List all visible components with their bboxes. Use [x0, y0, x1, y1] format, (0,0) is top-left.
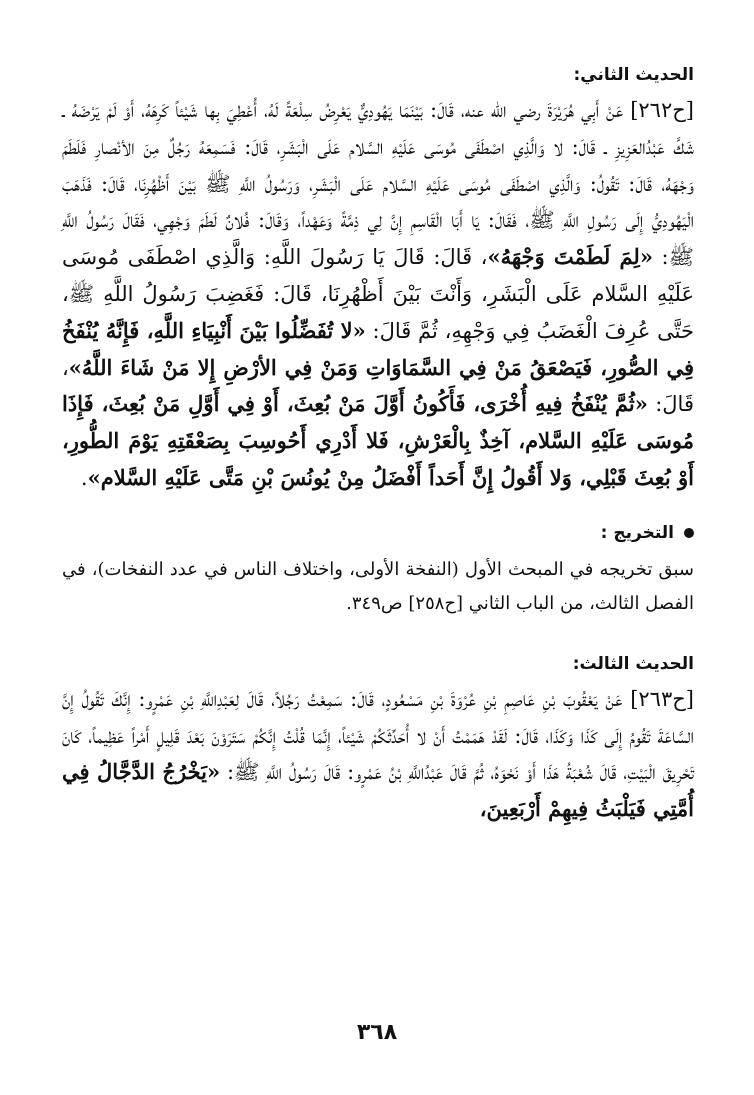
- hadith-2-text: [62, 92, 694, 497]
- page-content: [62, 62, 694, 828]
- hadith-body: عَنْ أَبِي هُرَيْرَةَ رضي الله عنه، قَالَ: بَيْنَمَا يَهُودِيٌّ يَعْرِضُ سِلْعَةً لَهُ، أُعْطِيَ بِها شَيْئاً كَرِهَهُ، أَوْ لَمْ يَرْضَهُ ـ شَكَّ عَبْدُالعَزِيزِ ـ قَالَ: لا وَالَّذِي اصْطَفَى مُوسَى عَلَيْهِ السَّلام عَلَى الْبَشَرِ، قَالَ: فَسَمِعَهُ رَجُلٌ مِنَ الأنْصارِ فَلَطَمَ وَجْهَهُ، قَالَ: تَقُولُ: وَالَّذِي اصْطَفَى مُوسَى عَلَيْهِ السَّلام عَلَى الْبَشَرِ، وَرَسُولُ اللَّهِ ﷺ بَيْنَ أَظْهُرِنَا، قَالَ: فَذَهَبَ الْيَهُودِيُّ إِلَى رَسُولِ اللَّهِ ﷺ، فَقَالَ: يَا أَبَا الْقَاسِمِ إِنَّ لِي ذِمَّةً وَعَهْداً، وَقَالَ: فُلانٌ لَطَمَ وَجْهِي، فَقَالَ رَسُولُ اللَّهِ ﷺ:: [62, 98, 694, 270]
- prophet-quote: «لِمَ لَطَمْتَ وَجْهَهُ»: [487, 244, 653, 270]
- takhrij-heading: [62, 519, 694, 547]
- prophet-quote: «يَخْرُجُ الدَّجَّالُ فِي أُمَّتِي فَيَلْبَثُ فِيهِمْ أَرْبَعِينَ،: [62, 759, 694, 822]
- page-number: ٣٦٨: [356, 1020, 398, 1045]
- hadith-body: عَنْ يَعْقُوبَ بْنِ عَاصِمِ بْنِ عُرْوَةَ بْنِ مَسْعُودٍ، قَالَ: سَمِعْتُ رَجُلاً، قَالَ لِعَبْدِاللَّهِ بْنِ عَمْرٍو: إِنَّكَ تَقُولُ إِنَّ السَّاعَةَ تَقُومُ إِلَى كَذَا وَكَذَا، قَالَ: لَقَدْ هَمَمْتُ أَنْ لا أُحَدِّثَكُمْ شَيْئاً، إِنَّمَا قُلْتُ إِنَّكُمْ سَتَرَوْنَ بَعْدَ قَلِيلٍ أَمْراً عَظِيماً، كَانَ تَحْرِيقَ الْبَيْتِ، قَالَ شُعْبَةُ هَذَا أَوْ نَحْوَهُ، ثُمَّ قَالَ عَبْدُاللَّهِ بْنُ عَمْرٍو: قَالَ رَسُولُ اللَّهِ ﷺ:: [62, 686, 694, 785]
- hadith-3-heading: الحديث الثالث:: [572, 653, 694, 674]
- prophet-quote: «ثُمَّ يُنْفَخُ فِيهِ أُخْرَى، فَأَكُونُ أَوَّلَ مَنْ بُعِثَ، أَوْ فِي أَوَّلِ مَنْ بُعِثَ، فَإِذَا مُوسَى عَلَيْهِ السَّلام، آخِذٌ بِالْعَرْشِ، فَلا أَدْرِي أَحُوسِبَ بِصَعْقَتِهِ يَوْمَ الطُّورِ، أَوْ بُعِثَ قَبْلِي، وَلا أَقُولُ إِنَّ أَحَداً أَفْضَلُ مِنْ يُونُسَ بْنِ مَتَّى عَلَيْهِ السَّلام»: [62, 391, 694, 490]
- takhrij-heading-label: التخريج :: [600, 522, 674, 543]
- hadith-3-text: [62, 681, 694, 828]
- hadith-body: ، قَالَ:: [62, 355, 694, 417]
- hadith-body: ، قَالَ: قَالَ يَا رَسُولَ اللَّهِ: وَالَّذِي اصْطَفَى مُوسَى عَلَيْهِ السَّلام عَلَى الْبَشَرِ، وَأَنْتَ بَيْنَ أَظْهُرِنَا، قَالَ: فَغَضِبَ رَسُولُ اللَّهِ ﷺ، حَتَّى عُرِفَ الْغَضَبُ فِي وَجْهِهِ، ثُمَّ قَالَ:: [62, 245, 694, 343]
- hadith-2-heading: الحديث الثاني:: [573, 65, 694, 85]
- hadith-body: .: [80, 465, 88, 490]
- prophet-quote: «لا تُفَضِّلُوا بَيْنَ أَنْبِيَاءِ اللَّهِ، فَإِنَّهُ يُنْفَخُ فِي الصُّورِ، فَيَصْعَقُ مَنْ فِي السَّمَاوَاتِ وَمَنْ فِي الأرْضِ إِلا مَنْ شَاءَ اللَّهُ»: [62, 317, 694, 380]
- takhrij-text: سبق تخريجه في المبحث الأول (النفخة الأولى، واختلاف الناس في عدد النفخات)، في الفصل الثالث، من الباب الثاني [ح٢٥٨] ص٣٤٩.: [62, 558, 694, 614]
- bullet-icon: [684, 528, 694, 538]
- hadith-number: [ح٢٦٢]: [630, 98, 694, 122]
- hadith-number: [ح٢٦٣]: [630, 686, 694, 711]
